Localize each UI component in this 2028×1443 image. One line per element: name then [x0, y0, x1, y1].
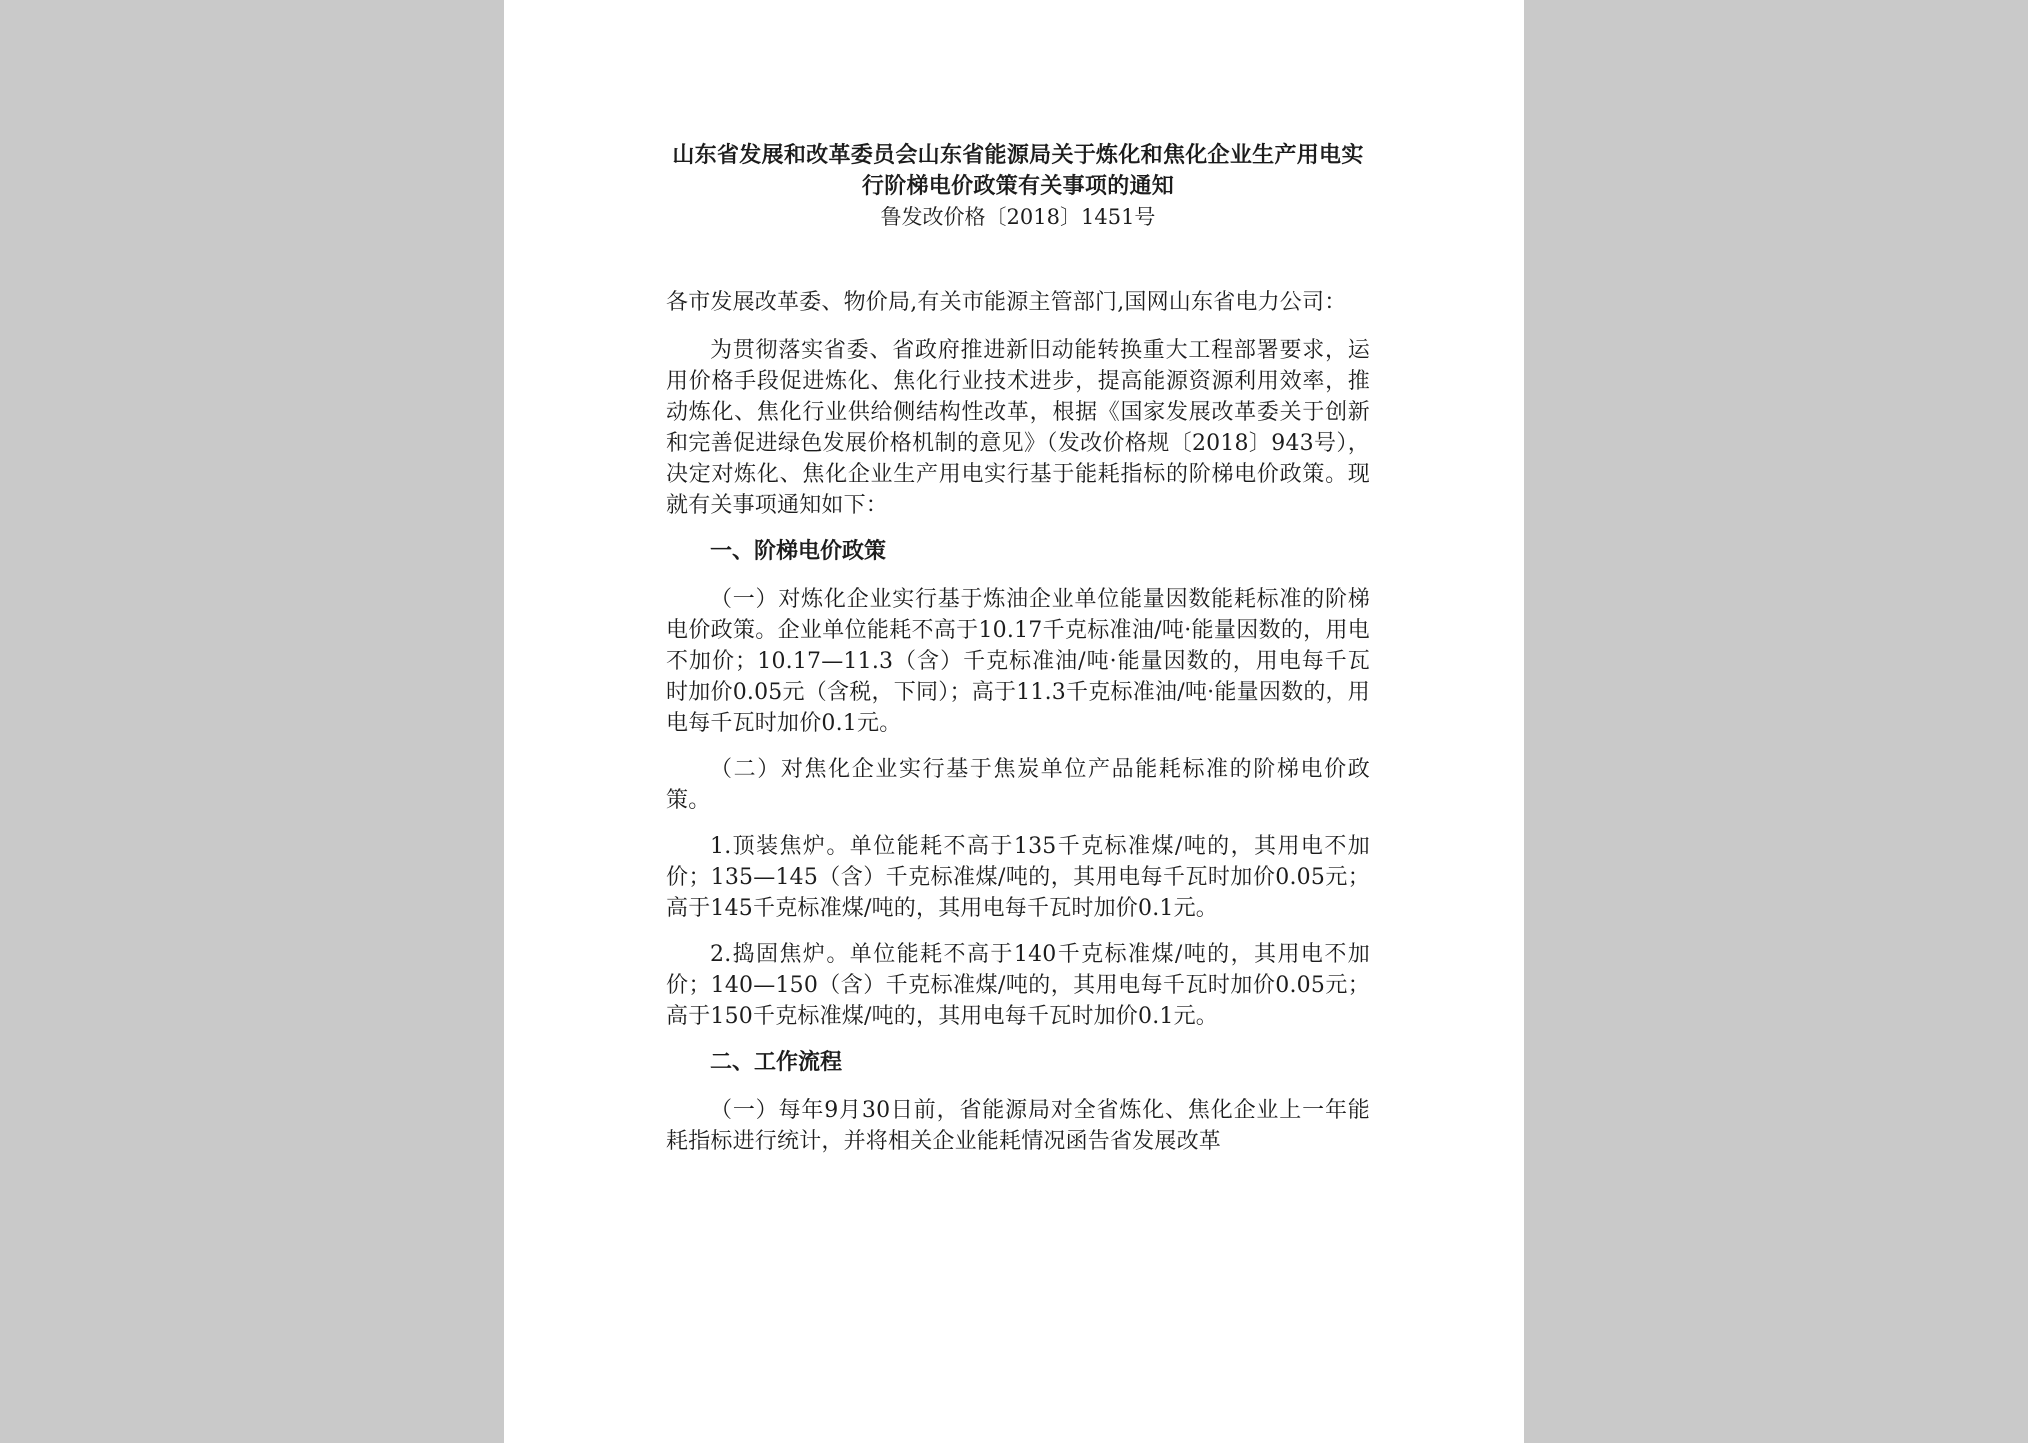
- document-title: 山东省发展和改革委员会山东省能源局关于炼化和焦化企业生产用电实行阶梯电价政策有关事项的通知: [672, 142, 1364, 199]
- section1-paragraph-3: 1.顶装焦炉。单位能耗不高于135千克标准煤/吨的，其用电不加价；135—145（含）千克标准煤/吨的，其用电每千瓦时加价0.05元；高于145千克标准煤/吨的，其用电每千瓦时加价0.1元。: [666, 834, 1370, 921]
- document-page: [504, 0, 1524, 1443]
- salutation: 各市发展改革委、物价局,有关市能源主管部门,国网山东省电力公司：: [666, 290, 1347, 315]
- section-heading-1: 一、阶梯电价政策: [710, 538, 887, 564]
- section1-paragraph-2: （二）对焦化企业实行基于焦炭单位产品能耗标准的阶梯电价政策。: [666, 757, 1370, 813]
- section2-paragraph-1: （一）每年9月30日前，省能源局对全省炼化、焦化企业上一年能耗指标进行统计，并将相关企业能耗情况函告省发展改革: [666, 1098, 1370, 1154]
- section1-paragraph-1: （一）对炼化企业实行基于炼油企业单位能量因数能耗标准的阶梯电价政策。企业单位能耗不高于10.17千克标准油/吨·能量因数的，用电不加价；10.17—11.3（含）千克标准油/吨·能量因数的，用电每千瓦时加价0.05元（含税，下同）；高于11.3千克标准油/吨·能量因数的，用电每千瓦时加价0.1元。: [666, 587, 1370, 736]
- intro-paragraph: 为贯彻落实省委、省政府推进新旧动能转换重大工程部署要求，运用价格手段促进炼化、焦化行业技术进步，提高能源资源利用效率，推动炼化、焦化行业供给侧结构性改革，根据《国家发展改革委关于创新和完善促进绿色发展价格机制的意见》（发改价格规〔2018〕943号），决定对炼化、焦化企业生产用电实行基于能耗指标的阶梯电价政策。现就有关事项通知如下：: [666, 338, 1370, 518]
- section-heading-2: 二、工作流程: [710, 1049, 843, 1075]
- document-number: 鲁发改价格〔2018〕1451号: [880, 205, 1156, 229]
- section1-paragraph-4: 2.捣固焦炉。单位能耗不高于140千克标准煤/吨的，其用电不加价；140—150（含）千克标准煤/吨的，其用电每千瓦时加价0.05元；高于150千克标准煤/吨的，其用电每千瓦时加价0.1元。: [666, 942, 1370, 1029]
- document-body: [666, 140, 1370, 1172]
